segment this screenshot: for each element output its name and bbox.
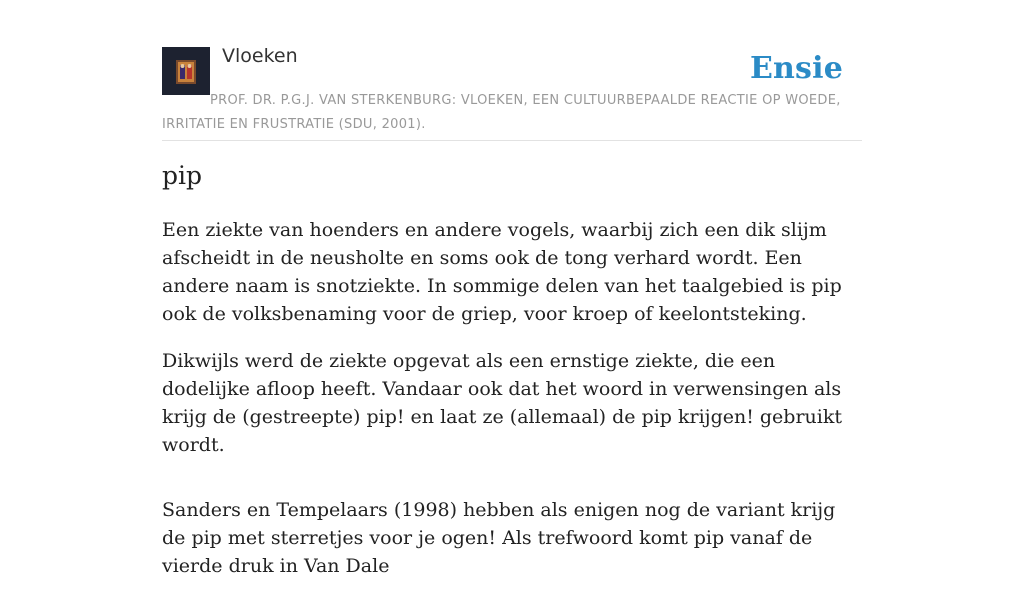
source-citation: PROF. DR. P.G.J. VAN STERKENBURG: VLOEKEN, EEN CULTUURBEPAALDE REACTIE OP WOEDE, IRRITATIE EN FRUSTRATIE (SDU, 2001).: [162, 93, 841, 132]
ensie-logo[interactable]: Ensie: [749, 51, 843, 86]
article-container: [162, 0, 862, 577]
book-cover-icon[interactable]: [162, 47, 210, 95]
book-title-link[interactable]: Vloeken: [222, 45, 298, 67]
entry-body: [162, 216, 862, 599]
entry-paragraph: Sanders en Tempelaars (1998) hebben als enigen nog de variant krijg de pip met sterretjes voor je ogen! Als trefwoord komt pip vanaf de vierde druk in Van Dale: [162, 499, 836, 577]
entry-paragraph: Dikwijls werd de ziekte opgevat als een ernstige ziekte, die een dodelijke afloop heeft. Vandaar ook dat het woord in verwensingen als krijg de (gestreepte) pip! en laat ze (allemaal) de pip krijgen! gebruikt wordt.: [162, 350, 843, 456]
entry-title: pip: [162, 161, 203, 190]
book-header: [162, 0, 862, 141]
entry-paragraph: Een ziekte van hoenders en andere vogels, waarbij zich een dik slijm afscheidt in de neusholte en soms ook de tong verhard wordt. Een andere naam is snotziekte. In sommige delen van het taalgebied is pip ook de volksbenaming voor de griep, voor kroep of keelontsteking.: [162, 219, 842, 325]
